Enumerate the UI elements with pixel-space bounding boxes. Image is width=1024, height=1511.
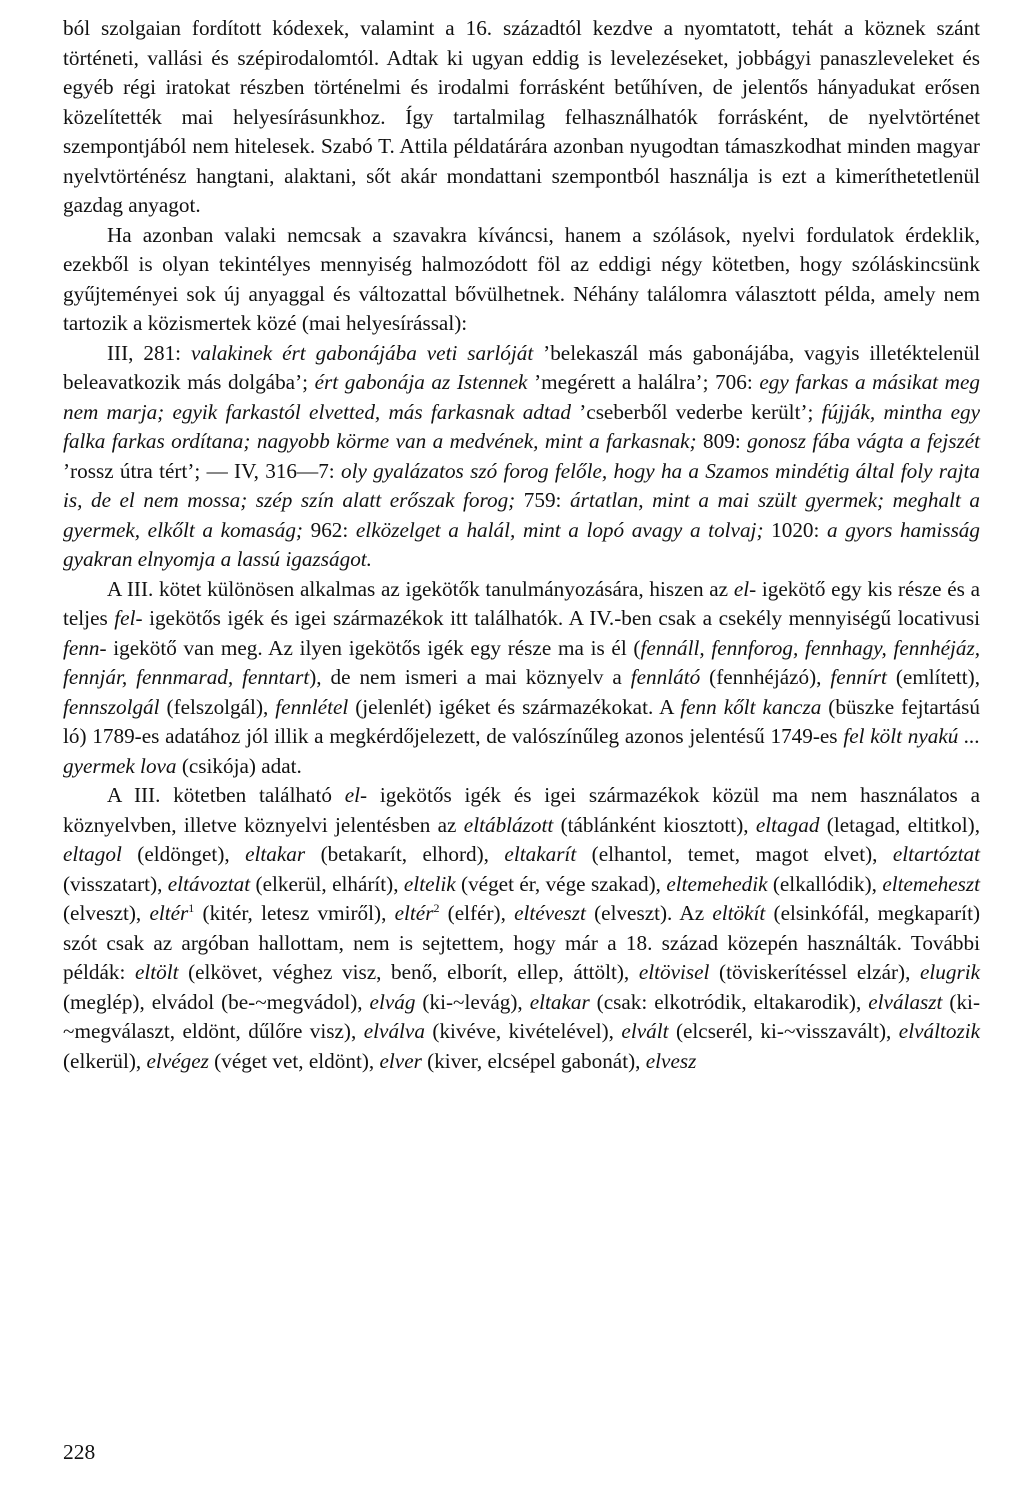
text-run: (kitér, letesz vmiről),	[194, 901, 395, 925]
italic-text: fenn kőlt kancza	[680, 694, 822, 719]
italic-text: elközelget a halál, mint a lopó avagy a tolvaj;	[355, 517, 764, 542]
paragraph	[63, 14, 980, 221]
italic-text: el-	[733, 576, 757, 601]
italic-text: eltemehedik	[666, 871, 768, 896]
text-run: (elveszt),	[63, 901, 150, 925]
italic-text: eltér	[149, 901, 189, 925]
body-text	[63, 14, 980, 1076]
italic-text: ért gabonája az Istennek	[314, 370, 528, 394]
text-run: (eldönget),	[121, 842, 246, 866]
italic-text: eltér	[394, 901, 434, 925]
italic-text: oly gyalázatos szó forog felőle, hogy ha a Szamos mindétig által foly rajta is, de el nem mossa; szép szín alatt erőszak forog;	[63, 458, 980, 512]
text-run: 962:	[302, 517, 356, 542]
italic-text: fennáll, fennforog, fennhagy, fennhéjáz, fennjár, fennmarad, fenntart	[63, 635, 980, 689]
italic-text: eltakarít	[504, 842, 577, 866]
text-run: (elsinkófál, megkaparít) szót csak az argóban hallottam, nem is sejtettem, hogy már a 18. század közepén használták. További példák:	[63, 901, 981, 984]
text-run: (fennhéjázó),	[700, 665, 831, 689]
italic-text: eltakar	[529, 989, 590, 1014]
text-run: (kivéve, kivételével),	[424, 1019, 622, 1043]
text-run: (ki-~megválaszt, eldönt, dűlőre visz),	[63, 989, 980, 1043]
text-run: igekötő egy kis része és a teljes	[63, 576, 980, 630]
text-run: ’megérett a halálra’; 706:	[527, 370, 760, 394]
italic-text: fel-	[114, 606, 143, 630]
italic-text: fennlátó	[630, 665, 701, 689]
text-run: ból szolgaian fordított kódexek, valamint a 16. századtól kezdve a nyomtatott, tehát a köznek szánt történeti, vallási és szépirodalomtól. Adtak ki ugyan eddig is levelezéseket, jobbágyi panaszleveleket és egyéb régi iratokat részben történelmi és irodalmi forrásként betűhíven, de jelentős hányadukat erősen közelítették mai helyesírásunkhoz. Így tartalmilag felhasználhatók forrásként, de nyelvtörténet szempontjából nem hitelesek. Szabó T. Attila példatárára azonban nyugodtan támaszkodhat minden magyar nyelvtörténész hangtani, alaktani, sőt akár mondattani szempontból használja is ezt a kimeríthetetlenül gazdag anyagot.	[63, 16, 980, 217]
italic-text: fújják, mintha egy falka farkas ordítana; nagyobb körme van a medvének, mint a farkasnak;	[63, 399, 980, 453]
text-run: III, 281:	[107, 340, 192, 365]
text-run: (büszke fejtartású ló) 1789-es adatához jól illik a megkérdőjelezett, de valószínűleg azonos jelentésű 1749-es	[63, 694, 980, 748]
superscript: 1	[188, 900, 195, 915]
text-run: 1020:	[763, 517, 828, 542]
italic-text: el-	[344, 783, 368, 807]
italic-text: eltartóztat	[892, 842, 980, 866]
italic-text: eltölt	[134, 960, 179, 984]
text-run: 759:	[515, 488, 570, 512]
italic-text: eltagad	[755, 812, 820, 837]
italic-text: elválva	[363, 1019, 425, 1043]
text-run: (töviskerítéssel elzár),	[709, 960, 920, 984]
text-run: (ki-~levág),	[415, 989, 530, 1014]
page-number: 228	[63, 1440, 96, 1464]
italic-text: fennlétel	[275, 694, 349, 719]
text-run: ), de nem ismeri a mai köznyelv a	[309, 665, 631, 689]
text-run: (letagad, eltitkol),	[819, 812, 980, 837]
text-run: 809:	[696, 429, 748, 453]
paragraph	[63, 221, 980, 339]
text-run: (elkerül, elhárít),	[250, 871, 404, 896]
text-run: (kiver, elcsépel gabonát),	[421, 1048, 646, 1073]
text-run: (jelenlét) igéket és származékokat. A	[348, 694, 681, 719]
italic-text: elvág	[369, 989, 416, 1014]
text-run: (betakarít, elhord),	[305, 842, 505, 866]
text-run: igekötő van meg. Az ilyen igekötős igék egy része ma is él (	[106, 635, 641, 660]
italic-text: eltéveszt	[514, 901, 586, 925]
italic-text: elvált	[621, 1019, 669, 1043]
paragraph	[63, 575, 980, 782]
text-run: ’rossz útra tért’; — IV, 316—7:	[63, 458, 341, 483]
italic-text: eltagol	[63, 842, 122, 866]
text-run: (táblánként kiosztott),	[553, 812, 756, 837]
text-run: A III. kötetben található	[107, 783, 345, 807]
italic-text: elváltozik	[898, 1019, 980, 1043]
text-run: (elkövet, véghez visz, benő, elborít, ellep, áttölt),	[178, 960, 639, 984]
text-run: (felszolgál),	[159, 694, 276, 719]
italic-text: elver	[379, 1048, 422, 1073]
text-run: ’belekaszál más gabonájába, vagyis illetéktelenül beleavatkozik más dolgába’;	[63, 340, 980, 394]
text-run: igekötős igék és igei származékok itt találhatók. A IV.-ben csak a csekély mennyiségű locativusi	[142, 606, 980, 630]
text-run: (elveszt). Az	[585, 901, 713, 925]
text-run: igekötős igék és igei származékok közül ma nem használatos a köznyelvben, illetve köznyelvi jelentésben az	[63, 783, 981, 837]
superscript: 2	[433, 900, 440, 915]
text-run: (visszatart),	[63, 871, 168, 896]
italic-text: fennírt	[830, 665, 887, 689]
italic-text: eltövisel	[638, 960, 710, 984]
text-run: (csak: elkotródik, eltakarodik),	[589, 989, 869, 1014]
text-run: (említett),	[886, 665, 980, 689]
italic-text: eltávoztat	[167, 871, 251, 896]
text-run: (elfér),	[439, 901, 515, 925]
text-run: Ha azonban valaki nemcsak a szavakra kíváncsi, hanem a szólások, nyelvi fordulatok érdeklik, ezekből is olyan tekintélyes mennyiség halmozódott föl az eddigi négy kötetben, hogy szóláskincsünk gyűjteményei sok új anyaggal és változattal bővülhetnek. Néhány találomra választott példa, amely nem tartozik a közismertek közé (mai helyesírással):	[63, 222, 980, 335]
italic-text: eltökít	[712, 901, 766, 925]
italic-text: eltáblázott	[463, 812, 554, 837]
text-run: ’cseberből vederbe került’;	[570, 399, 822, 424]
italic-text: ártatlan, mint a mai szült gyermek; meghalt a gyermek, elkőlt a komaság;	[63, 488, 980, 542]
italic-text: elugrik	[919, 960, 980, 984]
italic-text: eltakar	[245, 842, 306, 866]
italic-text: fenn-	[63, 635, 107, 660]
text-run: (véget vet, eldönt),	[208, 1048, 380, 1073]
text-run: (meglép), elvádol (be-~megvádol),	[63, 989, 370, 1014]
italic-text: egy farkas a másikat meg nem marja; egyik farkastól elvetted, más farkasnak adtad	[63, 370, 980, 424]
italic-text: elvesz	[645, 1048, 697, 1073]
text-run: (elkerül),	[63, 1048, 147, 1073]
italic-text: elvégez	[146, 1048, 209, 1073]
italic-text: fel költ nyakú ... gyermek lova	[63, 724, 980, 778]
text-run: (elcserél, ki-~visszavált),	[668, 1019, 899, 1043]
italic-text: eltelik	[403, 871, 456, 896]
text-run: (elhantol, temet, magot elvet),	[576, 842, 893, 866]
italic-text: valakinek ért gabonájába veti sarlóját	[191, 340, 534, 365]
text-run: A III. kötet különösen alkalmas az igekötők tanulmányozására, hiszen az	[107, 576, 734, 601]
italic-text: a gyors hamisság gyakran elnyomja a lassú igazságot.	[63, 517, 980, 571]
paragraph	[63, 339, 980, 575]
italic-text: gonosz fába vágta a fejszét	[747, 429, 980, 453]
italic-text: fennszolgál	[63, 694, 160, 719]
paragraph	[63, 781, 980, 1076]
text-run: (csikója) adat.	[176, 753, 302, 778]
italic-text: elválaszt	[868, 989, 943, 1014]
text-run: (elkallódik),	[767, 871, 883, 896]
text-run: (véget ér, vége szakad),	[455, 871, 667, 896]
italic-text: eltemeheszt	[882, 871, 981, 896]
